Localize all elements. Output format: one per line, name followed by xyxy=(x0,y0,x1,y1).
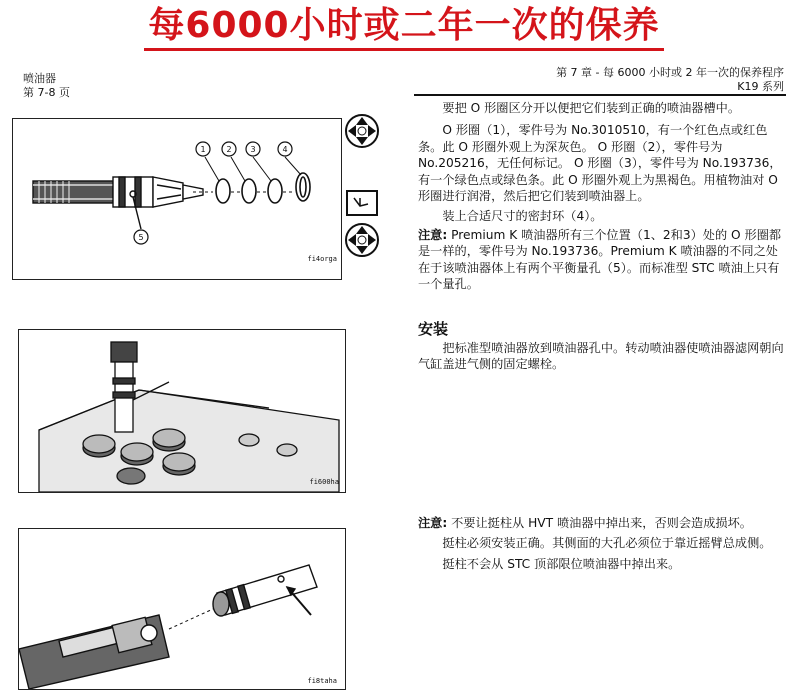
callout-3: 3 xyxy=(250,145,256,154)
cylinder-head-illustration xyxy=(19,330,345,492)
header-series: K19 系列 xyxy=(737,80,784,93)
o-ring-instructions xyxy=(418,100,788,292)
paragraph-o-ring-part-numbers: O 形圈（1），零件号为 No.3010510，有一个红色点或红色条。此 O 形圈外观上为深灰色。 O 形圈（2），零件号为 No.205216，无任何标记。 O 形圈（3），零件号为 No.193736，有一个绿色点或绿色条。此 O 形圈外观上为黑褐色。用植物油对 O 形圈进行润滑，然后把它们装到喷油器上。 xyxy=(418,123,782,204)
tool-symbol-icon xyxy=(344,113,380,149)
header-left xyxy=(23,72,70,100)
header-page-number: 第 7-8 页 xyxy=(23,86,70,99)
install-instructions xyxy=(418,340,788,373)
header-rule xyxy=(414,94,786,96)
callout-1: 1 xyxy=(200,145,206,154)
paragraph-sealing-ring: 装上合适尺寸的密封环（4）。 xyxy=(442,209,603,224)
figure-injector-install xyxy=(18,329,346,493)
figure-plunger xyxy=(18,528,346,690)
page-banner xyxy=(0,0,808,58)
figure-code: fi8taha xyxy=(307,677,337,685)
note-hvt-plunger xyxy=(418,515,788,531)
note-label: 注意: xyxy=(418,227,448,242)
banner-title: 每6000小时或二年一次的保养 xyxy=(144,4,663,51)
figure-code: fi4orga xyxy=(307,255,337,263)
header-right xyxy=(556,66,784,94)
callout-2: 2 xyxy=(226,145,232,154)
injector-o-ring-illustration xyxy=(13,119,341,279)
note-body: 不要让挺柱从 HVT 喷油器中掉出来，否则会造成损坏。 xyxy=(451,516,752,530)
install-section-title: 安装 xyxy=(418,320,449,338)
note-premium-k xyxy=(418,227,788,293)
paragraph-separate-o-rings: 要把 O 形圈区分开以便把它们装到正确的喷油器槽中。 xyxy=(442,101,741,115)
figure-injector-o-rings xyxy=(12,118,342,280)
header-section-name: 喷油器 xyxy=(23,72,56,85)
callout-4: 4 xyxy=(282,145,288,154)
callout-5: 5 xyxy=(138,233,144,242)
note-label: 注意: xyxy=(418,516,448,530)
paragraph-plunger-orientation: 挺柱必须安装正确。其侧面的大孔必须位于靠近摇臂总成侧。 xyxy=(442,536,772,551)
note-body: Premium K 喷油器所有三个位置（1、2和3）处的 O 形圈都是一样的，零件号为 No.193736。Premium K 喷油器的不同之处在于该喷油器体上有两个平衡量孔（5）。而标准型 STC 喷油上只有一个量孔。 xyxy=(418,227,782,292)
paragraph-place-injector: 把标准型喷油器放到喷油器孔中。转动喷油器使喷油器滤网朝向气缸盖进气侧的固定螺栓。 xyxy=(418,341,784,372)
figure-code: fi600ha xyxy=(309,478,339,486)
plunger-illustration xyxy=(19,529,345,689)
lubricate-symbol-icon xyxy=(346,190,378,216)
header-chapter: 第 7 章 - 每 6000 小时或 2 年一次的保养程序 xyxy=(556,66,784,79)
paragraph-stc-plunger: 挺柱不会从 STC 顶部限位喷油器中掉出来。 xyxy=(442,556,681,571)
install-symbol-icon xyxy=(344,222,380,258)
plunger-instructions xyxy=(418,515,788,572)
